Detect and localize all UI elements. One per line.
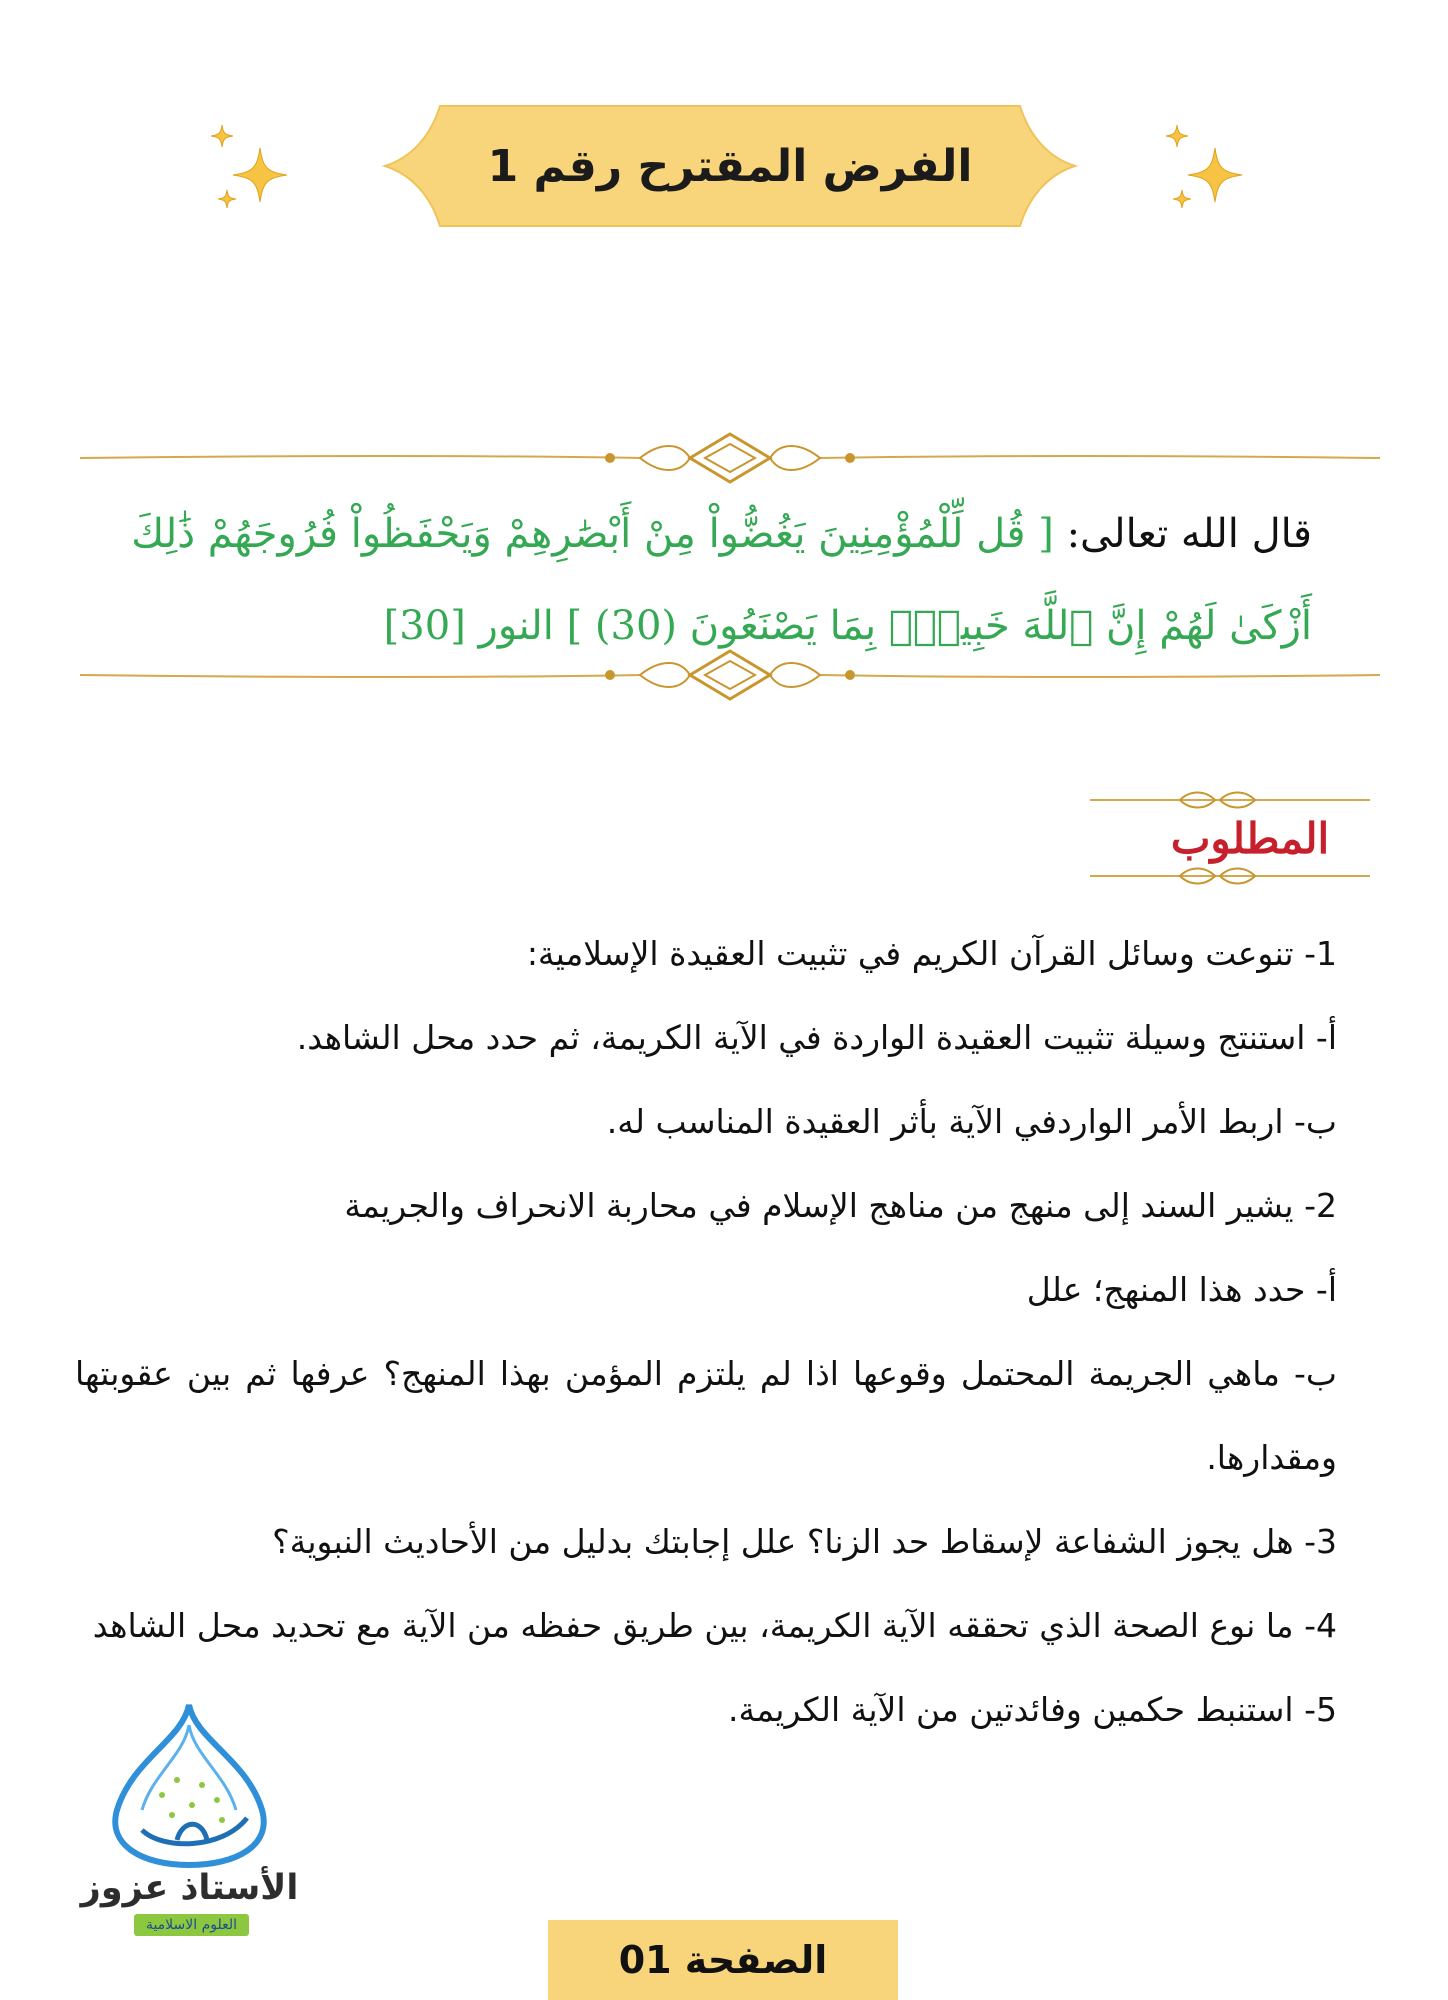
logo-subtitle: العلوم الاسلامية xyxy=(134,1914,249,1936)
required-header xyxy=(1090,788,1370,888)
logo-emblem-icon xyxy=(72,1700,307,1870)
title-banner xyxy=(380,98,1080,234)
teacher-logo xyxy=(72,1700,307,1950)
logo-name: الأستاذ عزوز xyxy=(80,1868,299,1908)
question-1a: أ- استنتج وسيلة تثبيت العقيدة الواردة في الآية الكريمة، ثم حدد محل الشاهد. xyxy=(296,1018,1337,1057)
page-number: الصفحة 01 xyxy=(548,1920,898,2000)
ornament-divider-top xyxy=(80,428,1380,488)
required-label: المطلوب xyxy=(1170,813,1330,863)
question-4: 4- ما نوع الصحة الذي تحققه الآية الكريمة، بين طريق حفظه من الآية مع تحديد محل الشاهد xyxy=(92,1606,1337,1645)
question-2b: ب- ماهي الجريمة المحتمل وقوعها اذا لم يلتزم المؤمن بهذا المنهج؟ عرفها ثم بين عقوبتها ومقدارها. xyxy=(75,1354,1337,1477)
question-2: 2- يشير السند إلى منهج من مناهج الإسلام في محاربة الانحراف والجريمة xyxy=(344,1186,1337,1225)
question-5: 5- استنبط حكمين وفائدتين من الآية الكريمة. xyxy=(728,1690,1337,1729)
questions-list xyxy=(75,912,1337,1752)
question-3: 3- هل يجوز الشفاعة لإسقاط حد الزنا؟ علل إجابتك بدليل من الأحاديث النبوية؟ xyxy=(272,1522,1337,1561)
verse-text: [ قُل لِّلْمُؤْمِنِينَ يَغُضُّواْ مِنْ أَبْصَٰرِهِمْ وَيَحْفَظُواْ فُرُوجَهُمْ ذَٰلِكَ أَزْكَىٰ لَهُمْ إِنَّ ٱللَّهَ خَبِيرُۢ بِمَا يَصْنَعُونَ (30) ] النور [30] xyxy=(131,511,1312,649)
page-title: الفرض المقترح رقم 1 xyxy=(487,140,973,192)
ornament-divider-bottom xyxy=(80,645,1380,705)
question-1b: ب- اربط الأمر الواردفي الآية بأثر العقيدة المناسب له. xyxy=(606,1102,1337,1141)
sparkle-icon-left xyxy=(205,120,295,220)
verse-intro: قال الله تعالى: xyxy=(1066,511,1312,557)
question-2a: أ- حدد هذا المنهج؛ علل xyxy=(1026,1270,1337,1309)
sparkle-icon-right xyxy=(1160,120,1250,220)
question-1: 1- تنوعت وسائل القرآن الكريم في تثبيت العقيدة الإسلامية: xyxy=(526,934,1337,973)
